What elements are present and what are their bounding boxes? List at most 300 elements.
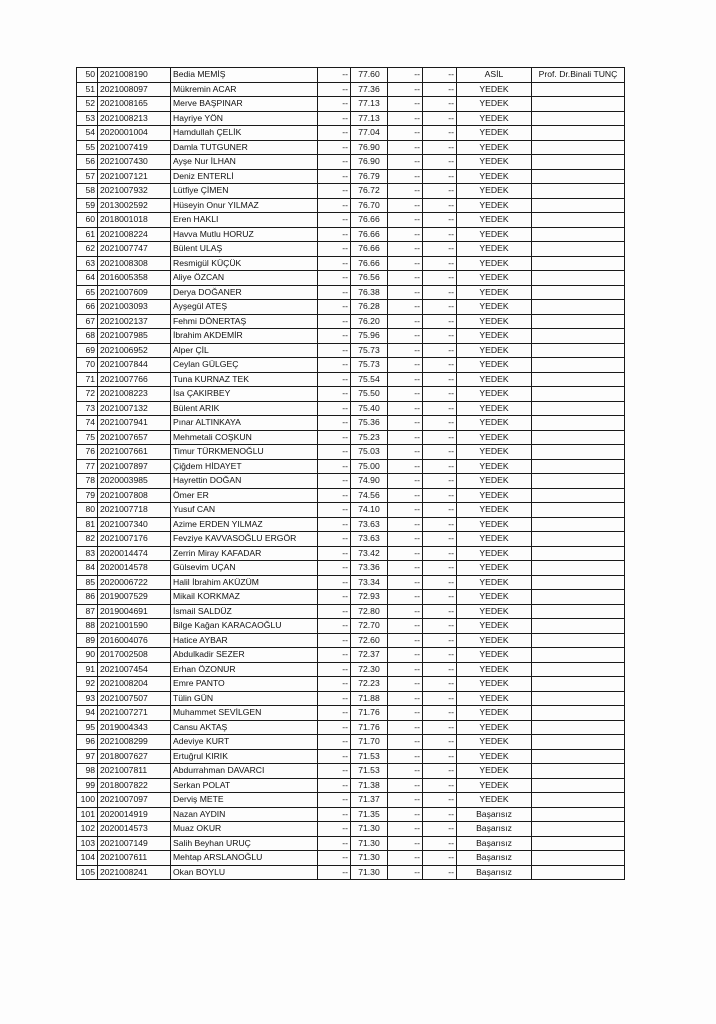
- score-cell: 73.63: [351, 517, 388, 532]
- empty-score-2-cell: --: [388, 111, 423, 126]
- row-number-cell: 68: [77, 329, 98, 344]
- advisor-cell: [532, 445, 625, 460]
- empty-score-2-cell: --: [388, 126, 423, 141]
- row-number-cell: 75: [77, 430, 98, 445]
- score-cell: 71.30: [351, 822, 388, 837]
- table-row: [77, 561, 625, 576]
- empty-score-2-cell: --: [388, 68, 423, 83]
- empty-score-1-cell: --: [318, 865, 351, 880]
- status-cell: YEDEK: [457, 691, 532, 706]
- student-name-cell: Halil İbrahim AKÜZÜM: [171, 575, 318, 590]
- row-number-cell: 69: [77, 343, 98, 358]
- score-cell: 75.36: [351, 416, 388, 431]
- student-id-cell: 2020001004: [98, 126, 171, 141]
- advisor-cell: [532, 517, 625, 532]
- empty-score-2-cell: --: [388, 445, 423, 460]
- empty-score-1-cell: --: [318, 619, 351, 634]
- empty-score-2-cell: --: [388, 155, 423, 170]
- advisor-cell: [532, 387, 625, 402]
- status-cell: Başarısız: [457, 807, 532, 822]
- advisor-cell: [532, 82, 625, 97]
- table-row: [77, 126, 625, 141]
- student-name-cell: Emre PANTO: [171, 677, 318, 692]
- empty-score-2-cell: --: [388, 836, 423, 851]
- status-cell: YEDEK: [457, 764, 532, 779]
- table-row: [77, 793, 625, 808]
- table-row: [77, 329, 625, 344]
- row-number-cell: 104: [77, 851, 98, 866]
- empty-score-1-cell: --: [318, 271, 351, 286]
- score-cell: 71.38: [351, 778, 388, 793]
- empty-score-3-cell: --: [423, 488, 457, 503]
- table-row: [77, 445, 625, 460]
- row-number-cell: 53: [77, 111, 98, 126]
- empty-score-1-cell: --: [318, 387, 351, 402]
- status-cell: YEDEK: [457, 314, 532, 329]
- score-cell: 77.36: [351, 82, 388, 97]
- advisor-cell: [532, 764, 625, 779]
- empty-score-2-cell: --: [388, 343, 423, 358]
- student-id-cell: 2021008223: [98, 387, 171, 402]
- table-row: [77, 242, 625, 257]
- empty-score-1-cell: --: [318, 343, 351, 358]
- empty-score-2-cell: --: [388, 619, 423, 634]
- score-cell: 75.73: [351, 343, 388, 358]
- status-cell: YEDEK: [457, 590, 532, 605]
- empty-score-3-cell: --: [423, 387, 457, 402]
- advisor-cell: [532, 778, 625, 793]
- advisor-cell: [532, 807, 625, 822]
- score-cell: 72.93: [351, 590, 388, 605]
- status-cell: YEDEK: [457, 416, 532, 431]
- score-cell: 71.53: [351, 764, 388, 779]
- table-row: [77, 517, 625, 532]
- status-cell: YEDEK: [457, 387, 532, 402]
- empty-score-2-cell: --: [388, 97, 423, 112]
- student-id-cell: 2021008224: [98, 227, 171, 242]
- empty-score-1-cell: --: [318, 198, 351, 213]
- empty-score-3-cell: --: [423, 140, 457, 155]
- status-cell: YEDEK: [457, 619, 532, 634]
- empty-score-3-cell: --: [423, 619, 457, 634]
- row-number-cell: 81: [77, 517, 98, 532]
- student-id-cell: 2019004343: [98, 720, 171, 735]
- advisor-cell: [532, 416, 625, 431]
- empty-score-1-cell: --: [318, 793, 351, 808]
- score-cell: 72.60: [351, 633, 388, 648]
- score-cell: 71.30: [351, 865, 388, 880]
- row-number-cell: 103: [77, 836, 98, 851]
- student-name-cell: Erhan ÖZONUR: [171, 662, 318, 677]
- score-cell: 76.90: [351, 140, 388, 155]
- status-cell: YEDEK: [457, 256, 532, 271]
- status-cell: YEDEK: [457, 778, 532, 793]
- table-row: [77, 97, 625, 112]
- empty-score-2-cell: --: [388, 691, 423, 706]
- row-number-cell: 101: [77, 807, 98, 822]
- student-name-cell: Tuna KURNAZ TEK: [171, 372, 318, 387]
- student-id-cell: 2021007149: [98, 836, 171, 851]
- advisor-cell: [532, 822, 625, 837]
- row-number-cell: 84: [77, 561, 98, 576]
- empty-score-1-cell: --: [318, 155, 351, 170]
- empty-score-3-cell: --: [423, 213, 457, 228]
- empty-score-1-cell: --: [318, 706, 351, 721]
- advisor-cell: [532, 749, 625, 764]
- student-name-cell: Bilge Kağan KARACAOĞLU: [171, 619, 318, 634]
- row-number-cell: 52: [77, 97, 98, 112]
- row-number-cell: 61: [77, 227, 98, 242]
- empty-score-3-cell: --: [423, 358, 457, 373]
- status-cell: ASİL: [457, 68, 532, 83]
- student-id-cell: 2021008241: [98, 865, 171, 880]
- empty-score-3-cell: --: [423, 662, 457, 677]
- status-cell: YEDEK: [457, 300, 532, 315]
- score-cell: 76.28: [351, 300, 388, 315]
- advisor-cell: Prof. Dr.Binali TUNÇ: [532, 68, 625, 83]
- student-id-cell: 2018007822: [98, 778, 171, 793]
- advisor-cell: [532, 401, 625, 416]
- advisor-cell: [532, 184, 625, 199]
- student-name-cell: Salih Beyhan URUÇ: [171, 836, 318, 851]
- advisor-cell: [532, 198, 625, 213]
- table-row: [77, 633, 625, 648]
- empty-score-2-cell: --: [388, 300, 423, 315]
- table-row: [77, 532, 625, 547]
- empty-score-2-cell: --: [388, 633, 423, 648]
- score-cell: 75.96: [351, 329, 388, 344]
- student-name-cell: Bülent ARIK: [171, 401, 318, 416]
- status-cell: YEDEK: [457, 546, 532, 561]
- row-number-cell: 100: [77, 793, 98, 808]
- empty-score-1-cell: --: [318, 720, 351, 735]
- score-cell: 71.30: [351, 836, 388, 851]
- table-row: [77, 459, 625, 474]
- table-row: [77, 111, 625, 126]
- status-cell: YEDEK: [457, 329, 532, 344]
- score-cell: 76.56: [351, 271, 388, 286]
- table-row: [77, 503, 625, 518]
- advisor-cell: [532, 140, 625, 155]
- student-name-cell: Abdurrahman DAVARCI: [171, 764, 318, 779]
- empty-score-1-cell: --: [318, 68, 351, 83]
- status-cell: Başarısız: [457, 865, 532, 880]
- empty-score-2-cell: --: [388, 793, 423, 808]
- student-name-cell: Ertuğrul KIRIK: [171, 749, 318, 764]
- score-cell: 73.36: [351, 561, 388, 576]
- score-cell: 76.66: [351, 227, 388, 242]
- status-cell: YEDEK: [457, 271, 532, 286]
- status-cell: YEDEK: [457, 474, 532, 489]
- advisor-cell: [532, 677, 625, 692]
- empty-score-3-cell: --: [423, 459, 457, 474]
- student-id-cell: 2021007419: [98, 140, 171, 155]
- status-cell: YEDEK: [457, 735, 532, 750]
- student-id-cell: 2021001590: [98, 619, 171, 634]
- status-cell: YEDEK: [457, 401, 532, 416]
- student-name-cell: Zerrin Miray KAFADAR: [171, 546, 318, 561]
- score-cell: 74.56: [351, 488, 388, 503]
- row-number-cell: 58: [77, 184, 98, 199]
- student-id-cell: 2021007271: [98, 706, 171, 721]
- advisor-cell: [532, 793, 625, 808]
- row-number-cell: 73: [77, 401, 98, 416]
- empty-score-2-cell: --: [388, 329, 423, 344]
- student-id-cell: 2021007121: [98, 169, 171, 184]
- row-number-cell: 79: [77, 488, 98, 503]
- status-cell: YEDEK: [457, 532, 532, 547]
- row-number-cell: 88: [77, 619, 98, 634]
- empty-score-3-cell: --: [423, 735, 457, 750]
- row-number-cell: 71: [77, 372, 98, 387]
- advisor-cell: [532, 242, 625, 257]
- empty-score-2-cell: --: [388, 256, 423, 271]
- student-id-cell: 2020006722: [98, 575, 171, 590]
- empty-score-1-cell: --: [318, 474, 351, 489]
- empty-score-2-cell: --: [388, 213, 423, 228]
- score-cell: 75.54: [351, 372, 388, 387]
- score-cell: 76.38: [351, 285, 388, 300]
- student-name-cell: Bülent ULAŞ: [171, 242, 318, 257]
- status-cell: YEDEK: [457, 343, 532, 358]
- table-row: [77, 488, 625, 503]
- table-row: [77, 285, 625, 300]
- advisor-cell: [532, 343, 625, 358]
- advisor-cell: [532, 256, 625, 271]
- table-row: [77, 184, 625, 199]
- empty-score-1-cell: --: [318, 82, 351, 97]
- empty-score-3-cell: --: [423, 633, 457, 648]
- student-id-cell: 2021007657: [98, 430, 171, 445]
- student-id-cell: 2021007430: [98, 155, 171, 170]
- empty-score-1-cell: --: [318, 778, 351, 793]
- empty-score-1-cell: --: [318, 604, 351, 619]
- empty-score-3-cell: --: [423, 720, 457, 735]
- empty-score-3-cell: --: [423, 546, 457, 561]
- score-cell: 75.00: [351, 459, 388, 474]
- student-name-cell: Ayşegül ATEŞ: [171, 300, 318, 315]
- student-name-cell: Hamdullah ÇELİK: [171, 126, 318, 141]
- score-cell: 72.80: [351, 604, 388, 619]
- empty-score-3-cell: --: [423, 329, 457, 344]
- student-id-cell: 2018001018: [98, 213, 171, 228]
- table-row: [77, 68, 625, 83]
- score-cell: 76.90: [351, 155, 388, 170]
- empty-score-2-cell: --: [388, 372, 423, 387]
- student-name-cell: Ayşe Nur İLHAN: [171, 155, 318, 170]
- table-row: [77, 778, 625, 793]
- student-name-cell: Gülsevim UÇAN: [171, 561, 318, 576]
- status-cell: YEDEK: [457, 169, 532, 184]
- empty-score-2-cell: --: [388, 198, 423, 213]
- row-number-cell: 54: [77, 126, 98, 141]
- row-number-cell: 90: [77, 648, 98, 663]
- status-cell: YEDEK: [457, 358, 532, 373]
- student-id-cell: 2021008299: [98, 735, 171, 750]
- advisor-cell: [532, 691, 625, 706]
- table-row: [77, 140, 625, 155]
- student-id-cell: 2021007844: [98, 358, 171, 373]
- row-number-cell: 97: [77, 749, 98, 764]
- student-id-cell: 2021007340: [98, 517, 171, 532]
- empty-score-2-cell: --: [388, 865, 423, 880]
- row-number-cell: 74: [77, 416, 98, 431]
- table-row: [77, 706, 625, 721]
- empty-score-2-cell: --: [388, 242, 423, 257]
- empty-score-3-cell: --: [423, 184, 457, 199]
- status-cell: Başarısız: [457, 851, 532, 866]
- empty-score-2-cell: --: [388, 430, 423, 445]
- row-number-cell: 77: [77, 459, 98, 474]
- empty-score-1-cell: --: [318, 97, 351, 112]
- advisor-cell: [532, 662, 625, 677]
- table-row: [77, 474, 625, 489]
- table-row: [77, 372, 625, 387]
- row-number-cell: 105: [77, 865, 98, 880]
- advisor-cell: [532, 720, 625, 735]
- empty-score-3-cell: --: [423, 430, 457, 445]
- empty-score-3-cell: --: [423, 851, 457, 866]
- table-row: [77, 807, 625, 822]
- student-id-cell: 2016005358: [98, 271, 171, 286]
- score-cell: 77.60: [351, 68, 388, 83]
- empty-score-3-cell: --: [423, 822, 457, 837]
- student-id-cell: 2021007941: [98, 416, 171, 431]
- empty-score-3-cell: --: [423, 677, 457, 692]
- student-name-cell: Ceylan GÜLGEÇ: [171, 358, 318, 373]
- student-name-cell: Mikail KORKMAZ: [171, 590, 318, 605]
- empty-score-1-cell: --: [318, 822, 351, 837]
- student-id-cell: 2018007627: [98, 749, 171, 764]
- student-id-cell: 2021008213: [98, 111, 171, 126]
- advisor-cell: [532, 329, 625, 344]
- score-cell: 71.76: [351, 720, 388, 735]
- empty-score-1-cell: --: [318, 329, 351, 344]
- table-row: [77, 416, 625, 431]
- empty-score-1-cell: --: [318, 459, 351, 474]
- advisor-cell: [532, 575, 625, 590]
- status-cell: YEDEK: [457, 749, 532, 764]
- empty-score-3-cell: --: [423, 590, 457, 605]
- score-cell: 76.66: [351, 242, 388, 257]
- row-number-cell: 83: [77, 546, 98, 561]
- empty-score-2-cell: --: [388, 735, 423, 750]
- student-id-cell: 2021007611: [98, 851, 171, 866]
- empty-score-3-cell: --: [423, 227, 457, 242]
- row-number-cell: 70: [77, 358, 98, 373]
- score-cell: 72.37: [351, 648, 388, 663]
- empty-score-1-cell: --: [318, 184, 351, 199]
- table-row: [77, 546, 625, 561]
- empty-score-3-cell: --: [423, 82, 457, 97]
- empty-score-2-cell: --: [388, 590, 423, 605]
- empty-score-3-cell: --: [423, 169, 457, 184]
- empty-score-2-cell: --: [388, 677, 423, 692]
- student-id-cell: 2021008165: [98, 97, 171, 112]
- status-cell: YEDEK: [457, 459, 532, 474]
- student-name-cell: Adeviye KURT: [171, 735, 318, 750]
- student-id-cell: 2021007609: [98, 285, 171, 300]
- score-cell: 71.88: [351, 691, 388, 706]
- table-row: [77, 155, 625, 170]
- student-id-cell: 2020014578: [98, 561, 171, 576]
- student-id-cell: 2019004691: [98, 604, 171, 619]
- student-name-cell: Alper ÇİL: [171, 343, 318, 358]
- student-name-cell: Bedia MEMİŞ: [171, 68, 318, 83]
- score-cell: 77.13: [351, 111, 388, 126]
- student-name-cell: Nazan AYDIN: [171, 807, 318, 822]
- table-row: [77, 271, 625, 286]
- student-name-cell: Serkan POLAT: [171, 778, 318, 793]
- empty-score-1-cell: --: [318, 213, 351, 228]
- student-id-cell: 2020003985: [98, 474, 171, 489]
- student-id-cell: 2020014573: [98, 822, 171, 837]
- table-row: [77, 343, 625, 358]
- student-id-cell: 2021003093: [98, 300, 171, 315]
- table-row: [77, 227, 625, 242]
- advisor-cell: [532, 648, 625, 663]
- score-cell: 71.76: [351, 706, 388, 721]
- table-row: [77, 836, 625, 851]
- empty-score-3-cell: --: [423, 111, 457, 126]
- empty-score-2-cell: --: [388, 561, 423, 576]
- row-number-cell: 50: [77, 68, 98, 83]
- row-number-cell: 63: [77, 256, 98, 271]
- student-name-cell: Hatice AYBAR: [171, 633, 318, 648]
- student-id-cell: 2021007766: [98, 372, 171, 387]
- empty-score-2-cell: --: [388, 401, 423, 416]
- row-number-cell: 85: [77, 575, 98, 590]
- empty-score-3-cell: --: [423, 749, 457, 764]
- score-cell: 76.66: [351, 213, 388, 228]
- empty-score-2-cell: --: [388, 503, 423, 518]
- row-number-cell: 51: [77, 82, 98, 97]
- table-row: [77, 677, 625, 692]
- student-id-cell: 2021008097: [98, 82, 171, 97]
- status-cell: YEDEK: [457, 198, 532, 213]
- status-cell: YEDEK: [457, 517, 532, 532]
- row-number-cell: 87: [77, 604, 98, 619]
- empty-score-2-cell: --: [388, 648, 423, 663]
- advisor-cell: [532, 285, 625, 300]
- empty-score-1-cell: --: [318, 416, 351, 431]
- student-id-cell: 2020014474: [98, 546, 171, 561]
- empty-score-1-cell: --: [318, 691, 351, 706]
- score-cell: 75.23: [351, 430, 388, 445]
- empty-score-3-cell: --: [423, 155, 457, 170]
- empty-score-1-cell: --: [318, 358, 351, 373]
- score-cell: 76.20: [351, 314, 388, 329]
- score-cell: 75.73: [351, 358, 388, 373]
- student-id-cell: 2021007132: [98, 401, 171, 416]
- score-cell: 77.13: [351, 97, 388, 112]
- empty-score-3-cell: --: [423, 198, 457, 213]
- score-cell: 73.34: [351, 575, 388, 590]
- empty-score-2-cell: --: [388, 387, 423, 402]
- empty-score-1-cell: --: [318, 300, 351, 315]
- student-id-cell: 2021007985: [98, 329, 171, 344]
- score-cell: 77.04: [351, 126, 388, 141]
- advisor-cell: [532, 546, 625, 561]
- status-cell: YEDEK: [457, 111, 532, 126]
- row-number-cell: 64: [77, 271, 98, 286]
- status-cell: YEDEK: [457, 242, 532, 257]
- student-name-cell: Tülin GÜN: [171, 691, 318, 706]
- advisor-cell: [532, 706, 625, 721]
- student-id-cell: 2021002137: [98, 314, 171, 329]
- row-number-cell: 76: [77, 445, 98, 460]
- row-number-cell: 59: [77, 198, 98, 213]
